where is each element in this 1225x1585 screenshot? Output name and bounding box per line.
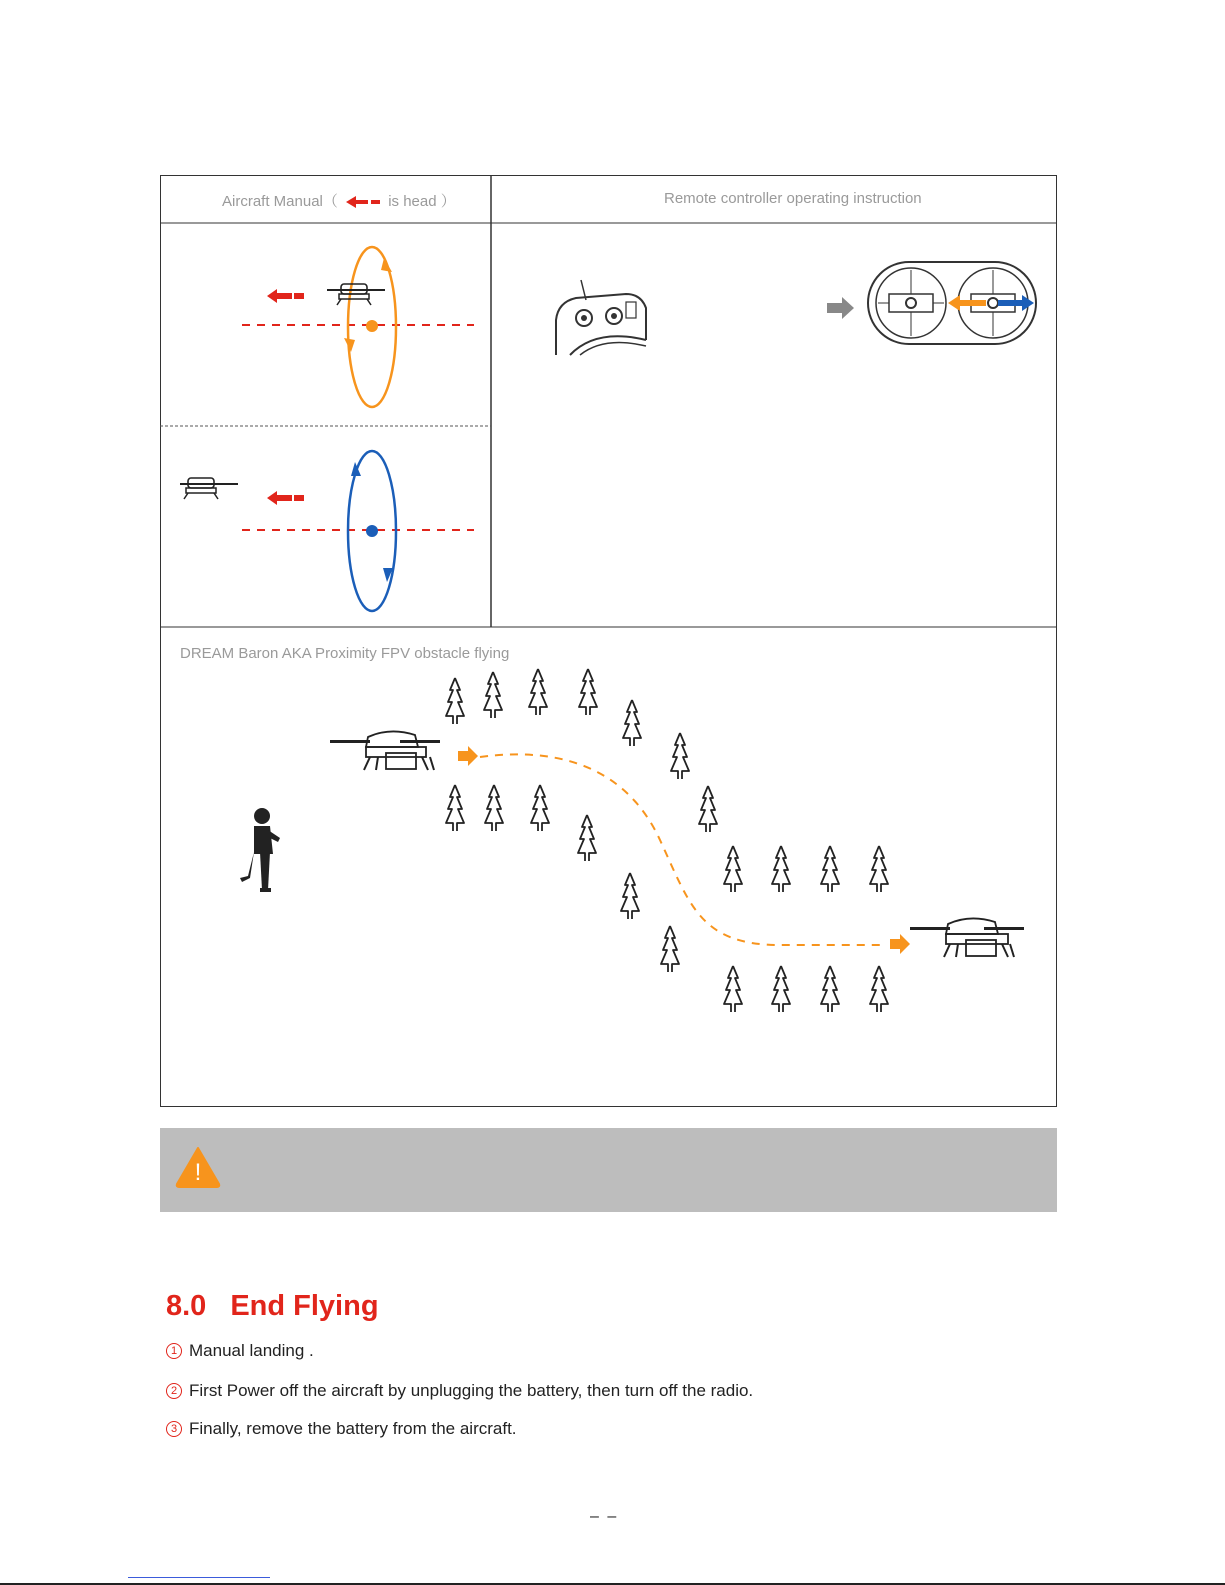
tree-icon [446, 678, 464, 724]
tree-icon [484, 672, 502, 718]
step-number-badge: 3 [166, 1421, 182, 1437]
step-number-badge: 2 [166, 1383, 182, 1399]
tree-icon [821, 966, 839, 1012]
fpv-section-title: DREAM Baron AKA Proximity FPV obstacle flying [180, 645, 510, 662]
step-number-badge: 1 [166, 1343, 182, 1359]
section-heading [166, 1290, 379, 1323]
step-text: Manual landing . [189, 1341, 314, 1360]
warning-bar [160, 1128, 1057, 1212]
step-item [166, 1341, 314, 1361]
tree-icon [724, 846, 742, 892]
tree-icon [821, 846, 839, 892]
tree-icon [485, 785, 503, 831]
tree-icon [870, 846, 888, 892]
page-number: – – [590, 1508, 619, 1525]
tree-icon [724, 966, 742, 1012]
step-item [166, 1419, 517, 1439]
col2-header: Remote controller operating instruction [664, 190, 922, 207]
tree-icon [621, 873, 639, 919]
step-text: First Power off the aircraft by unplugging the battery, then turn off the radio. [189, 1381, 754, 1400]
tree-icon [529, 669, 547, 715]
warning-symbol: ! [194, 1159, 202, 1186]
tree-icon [579, 669, 597, 715]
tree-icon [578, 815, 596, 861]
tree-icon [772, 966, 790, 1012]
tree-icon [699, 786, 717, 832]
section-number: 8.0 [166, 1290, 207, 1322]
tree-icon [671, 733, 689, 779]
tree-icon [446, 785, 464, 831]
step-item [166, 1381, 753, 1401]
tree-icon [772, 846, 790, 892]
col1-header-prefix: Aircraft Manual（ [222, 193, 338, 210]
col1-header-suffix: is head ） [388, 193, 456, 210]
tree-icon [623, 700, 641, 746]
step-text: Finally, remove the battery from the aircraft. [189, 1419, 517, 1438]
tree-icon [870, 966, 888, 1012]
footer-link[interactable] [128, 1577, 270, 1578]
tree-icon [531, 785, 549, 831]
tree-icon [661, 926, 679, 972]
section-title: End Flying [230, 1290, 379, 1322]
warning-triangle-icon [175, 1146, 221, 1188]
